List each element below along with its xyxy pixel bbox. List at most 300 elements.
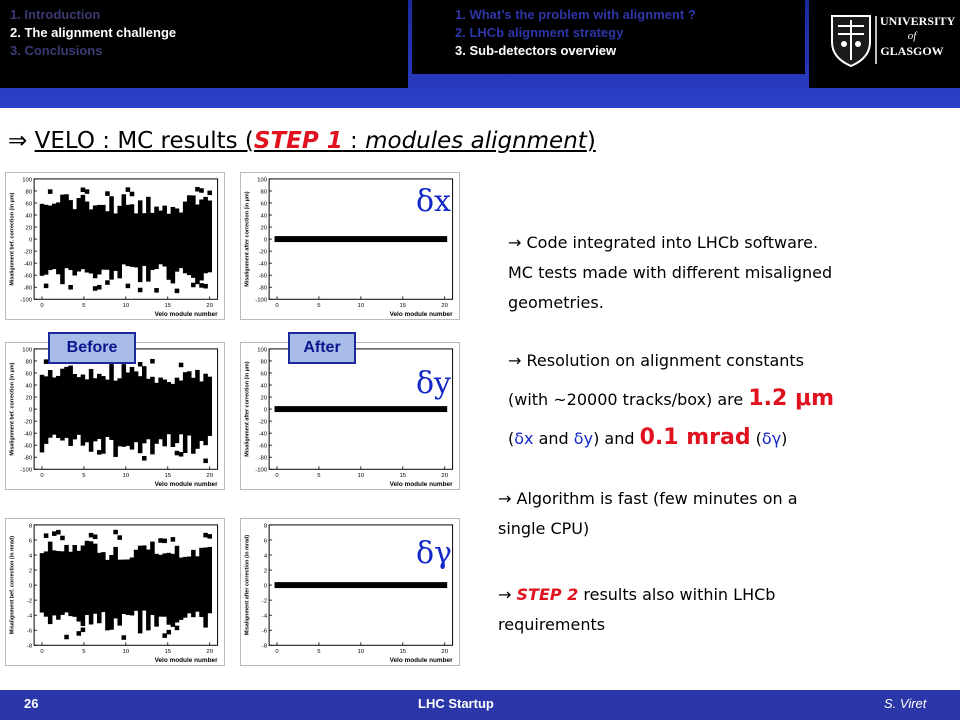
y-tick-label: 6 bbox=[263, 538, 268, 545]
y-tick-label: -80 bbox=[23, 455, 33, 462]
data-marker bbox=[162, 539, 167, 544]
data-marker bbox=[195, 370, 200, 449]
y-axis-label: Misalignment after correction (in mrad) bbox=[244, 534, 251, 636]
plot-dx-before bbox=[5, 172, 225, 320]
data-marker bbox=[150, 359, 155, 364]
y-tick-label: 0 bbox=[28, 583, 33, 590]
data-marker bbox=[146, 550, 151, 626]
data-marker bbox=[138, 629, 143, 634]
data-marker bbox=[44, 376, 49, 444]
delta-gamma-inline: δγ bbox=[761, 429, 782, 448]
bullet-1-line-3: geometries. bbox=[508, 293, 604, 312]
section-nav bbox=[10, 6, 176, 60]
page-number: 26 bbox=[24, 696, 39, 711]
data-marker bbox=[101, 205, 106, 270]
delta-y-inline: δy bbox=[573, 429, 594, 448]
x-tick-label: 0 bbox=[275, 649, 279, 656]
y-tick-label: -80 bbox=[258, 285, 268, 292]
data-marker bbox=[175, 289, 180, 294]
data-marker bbox=[77, 377, 82, 435]
data-marker bbox=[138, 288, 143, 293]
y-tick-label: 8 bbox=[28, 523, 33, 530]
data-marker bbox=[142, 366, 147, 443]
data-marker bbox=[122, 635, 127, 640]
data-marker bbox=[77, 551, 82, 622]
y-tick-label: 100 bbox=[22, 177, 33, 184]
data-marker bbox=[134, 371, 139, 442]
data-marker bbox=[77, 198, 82, 271]
data-marker bbox=[195, 205, 200, 285]
y-tick-label: 6 bbox=[28, 538, 33, 545]
y-tick-label: 0 bbox=[263, 583, 268, 590]
data-marker bbox=[158, 378, 163, 440]
title-arrow: ⇒ bbox=[8, 128, 28, 154]
y-axis-label: Misalignment after correction (in μm) bbox=[244, 191, 251, 287]
data-marker bbox=[40, 204, 45, 276]
data-marker bbox=[203, 284, 208, 289]
data-marker bbox=[191, 195, 196, 277]
x-tick-label: 5 bbox=[317, 473, 321, 480]
data-marker bbox=[117, 206, 122, 279]
x-tick-label: 20 bbox=[441, 303, 448, 310]
data-marker bbox=[60, 551, 65, 615]
data-marker bbox=[175, 378, 180, 443]
title-italic: modules alignment bbox=[365, 128, 587, 154]
data-marker bbox=[109, 555, 114, 630]
y-tick-label: 60 bbox=[25, 371, 33, 378]
y-tick-label: 20 bbox=[260, 225, 268, 232]
data-marker bbox=[81, 546, 86, 626]
nav-item-introduction[interactable]: 1. Introduction bbox=[10, 7, 101, 22]
data-marker bbox=[93, 205, 98, 278]
data-marker bbox=[44, 533, 49, 538]
data-marker bbox=[81, 188, 86, 193]
data-marker bbox=[207, 191, 212, 196]
data-marker bbox=[199, 548, 204, 617]
data-marker bbox=[175, 451, 180, 456]
y-tick-label: 40 bbox=[25, 383, 33, 390]
y-tick-label: -20 bbox=[23, 419, 33, 426]
data-marker bbox=[207, 534, 212, 539]
data-marker bbox=[130, 192, 135, 197]
y-tick-label: 100 bbox=[257, 177, 268, 184]
data-marker bbox=[191, 378, 196, 454]
y-tick-label: 20 bbox=[25, 395, 33, 402]
data-marker bbox=[138, 546, 143, 630]
logo-line-1: UNIVERSITY bbox=[880, 14, 956, 28]
data-marker bbox=[97, 374, 102, 439]
delta-x-inline: δx bbox=[514, 429, 534, 448]
delta-y-label: δy bbox=[416, 366, 452, 401]
data-marker bbox=[146, 626, 151, 631]
bullet-1-line-1: Code integrated into LHCb software. bbox=[526, 233, 819, 252]
data-marker bbox=[203, 374, 208, 445]
data-marker bbox=[126, 205, 131, 266]
y-tick-label: -60 bbox=[258, 443, 268, 450]
data-marker bbox=[442, 406, 447, 412]
data-marker bbox=[175, 626, 180, 631]
data-marker bbox=[187, 557, 192, 614]
x-tick-label: 15 bbox=[399, 649, 407, 656]
data-marker bbox=[171, 207, 176, 283]
data-marker bbox=[97, 450, 102, 455]
y-axis-label: Misalignment bef. correction (in mrad) bbox=[9, 535, 16, 635]
data-marker bbox=[64, 545, 69, 612]
data-marker bbox=[154, 207, 159, 269]
data-marker bbox=[191, 550, 196, 617]
data-marker bbox=[52, 204, 57, 269]
data-marker bbox=[89, 209, 94, 273]
y-tick-label: -2 bbox=[261, 598, 268, 605]
data-marker bbox=[134, 213, 139, 267]
data-marker bbox=[203, 197, 208, 273]
x-tick-label: 10 bbox=[357, 649, 365, 656]
data-marker bbox=[134, 550, 139, 611]
data-marker bbox=[122, 194, 127, 264]
y-tick-label: 40 bbox=[260, 383, 268, 390]
paren-open-2: ( bbox=[750, 429, 762, 448]
nav-item-subdetectors[interactable]: 3. Sub-detectors overview bbox=[455, 43, 617, 58]
y-tick-label: 60 bbox=[260, 371, 268, 378]
data-marker bbox=[175, 546, 180, 623]
y-tick-label: 8 bbox=[263, 523, 268, 530]
data-marker bbox=[109, 196, 114, 279]
data-marker bbox=[167, 382, 172, 434]
data-marker bbox=[105, 560, 110, 631]
data-marker bbox=[146, 379, 151, 439]
data-marker bbox=[179, 381, 184, 435]
data-marker bbox=[191, 283, 196, 288]
data-marker bbox=[175, 208, 180, 271]
y-tick-label: -100 bbox=[20, 467, 33, 474]
data-marker bbox=[44, 284, 49, 289]
y-tick-label: 80 bbox=[260, 189, 268, 196]
x-tick-label: 15 bbox=[164, 473, 172, 480]
nav-item-strategy[interactable]: 2. LHCb alignment strategy bbox=[455, 25, 624, 40]
data-marker bbox=[97, 205, 102, 275]
data-marker bbox=[68, 552, 73, 616]
bullet-arrow: → bbox=[508, 233, 522, 252]
data-marker bbox=[207, 547, 212, 613]
data-marker bbox=[89, 541, 94, 624]
data-marker bbox=[130, 204, 135, 267]
data-marker bbox=[199, 199, 204, 280]
data-marker bbox=[126, 284, 131, 289]
data-marker bbox=[77, 631, 82, 636]
y-tick-label: -60 bbox=[23, 443, 33, 450]
x-tick-label: 5 bbox=[82, 649, 86, 656]
data-marker bbox=[105, 380, 110, 437]
data-marker bbox=[40, 375, 45, 453]
data-marker bbox=[105, 191, 110, 196]
y-tick-label: 80 bbox=[260, 359, 268, 366]
plot-dg-before bbox=[5, 518, 225, 666]
data-marker bbox=[171, 384, 176, 447]
x-axis-label: Velo module number bbox=[389, 657, 453, 665]
data-marker bbox=[52, 377, 57, 434]
x-tick-label: 10 bbox=[122, 649, 130, 656]
data-marker bbox=[117, 378, 122, 446]
y-tick-label: -20 bbox=[23, 249, 33, 256]
plot-dy-after bbox=[240, 342, 460, 490]
data-marker bbox=[56, 551, 61, 620]
bullet-1-line-2: MC tests made with different misaligned bbox=[508, 263, 833, 282]
data-marker bbox=[162, 553, 167, 616]
y-tick-label: -8 bbox=[261, 643, 268, 650]
data-marker bbox=[130, 367, 135, 450]
y-tick-label: -8 bbox=[26, 643, 33, 650]
y-tick-label: -80 bbox=[23, 285, 33, 292]
y-tick-label: 4 bbox=[263, 553, 268, 560]
y-axis-label: Misalignment bef. correction (in μm) bbox=[9, 362, 16, 456]
title-sep: : bbox=[342, 128, 366, 154]
data-marker bbox=[117, 560, 122, 626]
x-tick-label: 5 bbox=[82, 303, 86, 310]
data-marker bbox=[89, 369, 94, 452]
x-tick-label: 0 bbox=[275, 303, 279, 310]
y-tick-label: -2 bbox=[26, 598, 33, 605]
data-marker bbox=[72, 374, 77, 439]
x-tick-label: 0 bbox=[275, 473, 279, 480]
logo-line-3: GLASGOW bbox=[880, 44, 944, 58]
y-tick-label: 20 bbox=[260, 395, 268, 402]
x-axis-label: Velo module number bbox=[389, 311, 453, 319]
university-name bbox=[880, 14, 956, 59]
nav-item-conclusions[interactable]: 3. Conclusions bbox=[10, 43, 103, 58]
x-tick-label: 5 bbox=[317, 649, 321, 656]
y-tick-label: -40 bbox=[258, 431, 268, 438]
data-marker bbox=[85, 379, 90, 442]
data-marker bbox=[203, 459, 208, 464]
data-marker bbox=[179, 213, 184, 269]
footer-title: LHC Startup bbox=[418, 696, 494, 711]
data-marker bbox=[158, 555, 163, 617]
and-text-2: ) and bbox=[593, 429, 640, 448]
data-marker bbox=[81, 375, 86, 446]
data-marker bbox=[44, 551, 49, 616]
slide-title bbox=[8, 128, 596, 154]
data-marker bbox=[64, 367, 69, 438]
data-marker bbox=[138, 362, 143, 367]
y-tick-label: -40 bbox=[23, 431, 33, 438]
data-marker bbox=[183, 557, 188, 618]
data-marker bbox=[93, 286, 98, 291]
data-marker bbox=[187, 195, 192, 275]
data-marker bbox=[167, 630, 172, 635]
y-tick-label: -20 bbox=[258, 419, 268, 426]
y-tick-label: -80 bbox=[258, 455, 268, 462]
data-marker bbox=[56, 202, 61, 274]
data-marker bbox=[68, 366, 73, 446]
data-marker bbox=[68, 200, 73, 270]
bullet-software bbox=[508, 228, 832, 318]
data-marker bbox=[442, 236, 447, 242]
data-marker bbox=[81, 195, 86, 269]
data-marker bbox=[207, 377, 212, 436]
data-marker bbox=[48, 205, 53, 270]
data-marker bbox=[56, 530, 61, 535]
x-tick-label: 15 bbox=[164, 303, 172, 310]
data-marker bbox=[162, 206, 167, 267]
y-tick-label: 0 bbox=[28, 237, 33, 244]
data-marker bbox=[113, 213, 118, 270]
y-tick-label: 60 bbox=[25, 201, 33, 208]
step2-label: STEP 2 bbox=[516, 585, 579, 604]
data-marker bbox=[117, 535, 122, 540]
data-marker bbox=[162, 380, 167, 447]
data-marker bbox=[195, 556, 200, 611]
data-marker bbox=[93, 544, 98, 614]
data-marker bbox=[199, 381, 204, 441]
data-marker bbox=[122, 560, 127, 614]
y-tick-label: 0 bbox=[263, 237, 268, 244]
nav-item-problem[interactable]: 1. What’s the problem with alignment ? bbox=[455, 7, 696, 22]
data-marker bbox=[44, 205, 49, 275]
paren-close: ) bbox=[781, 429, 788, 448]
y-axis-label: Misalignment after correction (in μm) bbox=[244, 361, 251, 457]
x-tick-label: 5 bbox=[82, 473, 86, 480]
plot-dy-before bbox=[5, 342, 225, 490]
data-marker bbox=[142, 545, 147, 610]
data-marker bbox=[150, 377, 155, 455]
bullet-3-line-2: single CPU) bbox=[498, 519, 590, 538]
data-marker bbox=[179, 452, 184, 457]
data-marker bbox=[72, 545, 77, 617]
data-marker bbox=[48, 370, 53, 438]
data-marker bbox=[109, 364, 114, 440]
data-marker bbox=[81, 628, 86, 633]
bullet-4-line-1: results also within LHCb bbox=[578, 585, 776, 604]
data-marker bbox=[64, 635, 69, 640]
data-marker bbox=[93, 535, 98, 540]
y-tick-label: 100 bbox=[22, 347, 33, 354]
y-tick-label: -100 bbox=[255, 467, 268, 474]
data-marker bbox=[85, 541, 90, 615]
data-marker bbox=[60, 369, 65, 441]
data-marker bbox=[113, 452, 118, 457]
paren-open: ( bbox=[508, 429, 515, 448]
x-tick-label: 0 bbox=[40, 473, 44, 480]
data-marker bbox=[64, 194, 69, 268]
data-marker bbox=[154, 383, 159, 444]
data-marker bbox=[187, 371, 192, 435]
delta-gamma-label: δγ bbox=[416, 536, 452, 571]
bullet-arrow: → bbox=[498, 585, 512, 604]
data-marker bbox=[60, 536, 65, 541]
data-marker bbox=[179, 363, 184, 368]
data-marker bbox=[93, 378, 98, 441]
data-marker bbox=[171, 554, 176, 627]
footer-bar bbox=[0, 690, 960, 720]
x-axis-label: Velo module number bbox=[154, 481, 218, 489]
x-tick-label: 15 bbox=[399, 303, 407, 310]
before-tag: Before bbox=[48, 332, 136, 364]
data-marker bbox=[138, 200, 143, 282]
data-marker bbox=[113, 547, 118, 619]
y-tick-label: -40 bbox=[23, 261, 33, 268]
data-marker bbox=[171, 537, 176, 542]
y-tick-label: 80 bbox=[25, 359, 33, 366]
x-tick-label: 10 bbox=[122, 473, 130, 480]
data-marker bbox=[167, 553, 172, 625]
resolution-value-um: 1.2 μm bbox=[748, 386, 835, 411]
data-marker bbox=[101, 376, 106, 454]
y-tick-label: -100 bbox=[20, 297, 33, 304]
y-tick-label: 0 bbox=[263, 407, 268, 414]
bullet-arrow: → bbox=[498, 489, 512, 508]
resolution-value-mrad: 0.1 mrad bbox=[639, 425, 751, 450]
y-tick-label: -6 bbox=[26, 628, 33, 635]
data-marker bbox=[113, 381, 118, 454]
bullet-arrow: → bbox=[508, 351, 522, 370]
x-tick-label: 10 bbox=[357, 303, 365, 310]
subsection-nav bbox=[455, 6, 696, 60]
data-marker bbox=[199, 188, 204, 193]
x-tick-label: 20 bbox=[206, 473, 213, 480]
data-marker bbox=[101, 552, 106, 612]
data-marker bbox=[48, 542, 53, 624]
data-marker bbox=[162, 633, 167, 638]
data-marker bbox=[56, 376, 61, 438]
data-marker bbox=[442, 582, 447, 588]
data-marker bbox=[154, 554, 159, 627]
data-marker bbox=[195, 187, 200, 192]
data-marker bbox=[150, 542, 155, 615]
y-tick-label: -6 bbox=[261, 628, 268, 635]
after-tag: After bbox=[288, 332, 356, 364]
data-marker bbox=[142, 456, 147, 461]
data-marker bbox=[203, 548, 208, 628]
x-axis-label: Velo module number bbox=[154, 311, 218, 319]
delta-x-label: δx bbox=[416, 184, 451, 219]
y-tick-label: 4 bbox=[28, 553, 33, 560]
x-tick-label: 0 bbox=[40, 303, 44, 310]
data-marker bbox=[105, 211, 110, 270]
bullet-step2 bbox=[498, 580, 775, 640]
x-tick-label: 5 bbox=[317, 303, 321, 310]
x-tick-label: 10 bbox=[122, 303, 130, 310]
data-marker bbox=[158, 211, 163, 265]
y-tick-label: 40 bbox=[260, 213, 268, 220]
x-axis-label: Velo module number bbox=[389, 481, 453, 489]
y-tick-label: -100 bbox=[255, 297, 268, 304]
y-tick-label: 100 bbox=[257, 347, 268, 354]
data-marker bbox=[52, 550, 57, 615]
data-marker bbox=[60, 195, 65, 285]
bullet-resolution bbox=[508, 342, 834, 458]
data-marker bbox=[52, 531, 57, 536]
x-tick-label: 15 bbox=[164, 649, 172, 656]
data-marker bbox=[203, 533, 208, 538]
y-tick-label: -60 bbox=[258, 273, 268, 280]
data-marker bbox=[97, 285, 102, 290]
bullet-3-line-1: Algorithm is fast (few minutes on a bbox=[516, 489, 798, 508]
data-marker bbox=[154, 288, 159, 293]
nav-item-alignment-challenge[interactable]: 2. The alignment challenge bbox=[10, 25, 177, 40]
y-tick-label: -4 bbox=[261, 613, 268, 620]
data-marker bbox=[183, 372, 188, 453]
logo-line-2: of bbox=[907, 30, 917, 42]
y-tick-label: 2 bbox=[28, 568, 33, 575]
data-marker bbox=[113, 530, 118, 535]
x-tick-label: 20 bbox=[206, 649, 213, 656]
data-marker bbox=[146, 197, 151, 282]
data-marker bbox=[138, 376, 143, 453]
footer-author: S. Viret bbox=[884, 696, 927, 711]
x-tick-label: 15 bbox=[399, 473, 407, 480]
title-step: STEP 1 bbox=[253, 128, 343, 154]
x-tick-label: 20 bbox=[441, 473, 448, 480]
